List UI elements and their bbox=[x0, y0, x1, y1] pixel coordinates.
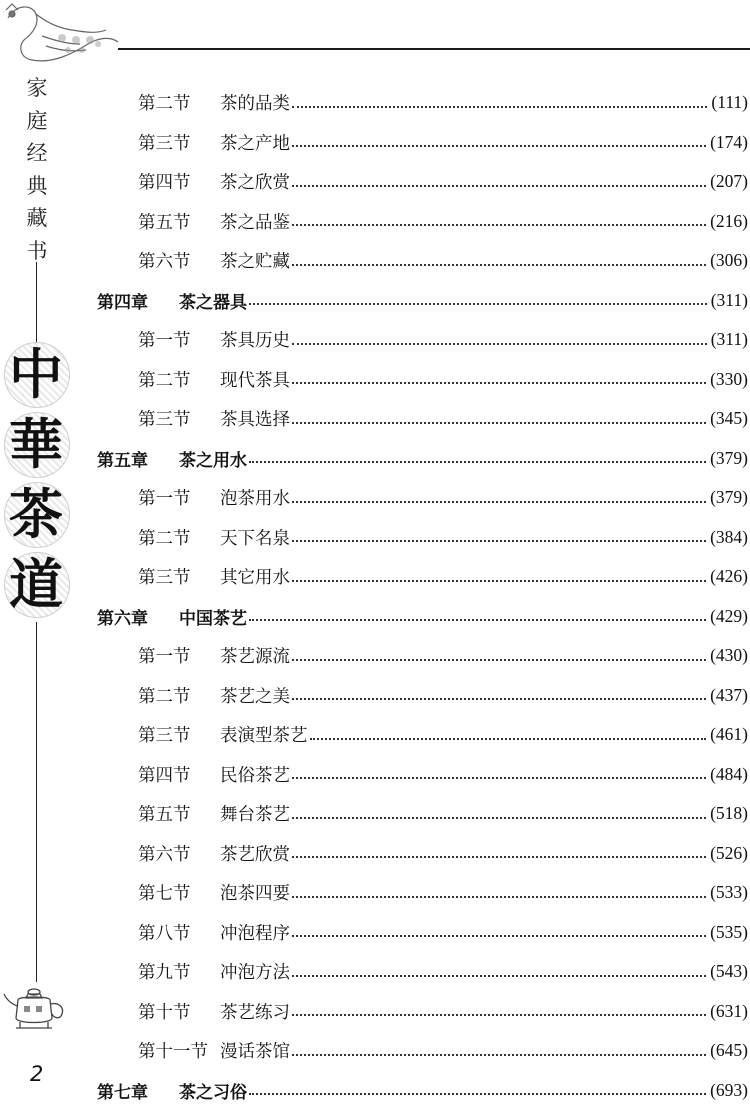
section-title: 舞台茶艺 bbox=[220, 801, 290, 826]
toc-section-row[interactable] bbox=[0, 557, 748, 597]
toc-section-row[interactable] bbox=[0, 83, 748, 123]
toc-entry-label bbox=[0, 643, 290, 668]
toc-section-row[interactable] bbox=[0, 202, 748, 242]
section-number: 第三节 bbox=[138, 130, 220, 155]
section-title: 冲泡程序 bbox=[220, 920, 290, 945]
toc-chapter-row[interactable] bbox=[0, 439, 748, 479]
section-number: 第五节 bbox=[138, 209, 220, 234]
section-title: 漫话茶馆 bbox=[220, 1038, 290, 1063]
section-title: 茶艺欣赏 bbox=[220, 841, 290, 866]
toc-section-row[interactable] bbox=[0, 399, 748, 439]
toc-entry-label bbox=[0, 959, 290, 984]
chapter-title: 中国茶艺 bbox=[179, 604, 247, 629]
toc-entry-label bbox=[0, 762, 290, 787]
toc-chapter-row[interactable] bbox=[0, 597, 748, 637]
dot-leader bbox=[249, 1093, 706, 1095]
chapter-title: 茶之器具 bbox=[179, 288, 247, 313]
chapter-number: 第六章 bbox=[97, 604, 179, 629]
toc-entry-label bbox=[0, 169, 290, 194]
toc-entry-label bbox=[0, 801, 290, 826]
section-number: 第二节 bbox=[138, 367, 220, 392]
section-number: 第一节 bbox=[138, 327, 220, 352]
dot-leader bbox=[292, 777, 706, 779]
title-char: 茶 bbox=[2, 480, 70, 548]
dot-leader bbox=[292, 1054, 706, 1056]
toc-entry-label bbox=[0, 485, 290, 510]
section-title: 民俗茶艺 bbox=[220, 762, 290, 787]
page-reference: (311) bbox=[711, 329, 748, 350]
section-title: 冲泡方法 bbox=[220, 959, 290, 984]
toc-section-row[interactable] bbox=[0, 834, 748, 874]
page-reference: (526) bbox=[710, 843, 748, 864]
toc-entry-label bbox=[0, 446, 247, 471]
phoenix-ornament-icon bbox=[2, 0, 120, 72]
page-reference: (111) bbox=[711, 92, 748, 113]
section-number: 第二节 bbox=[138, 90, 220, 115]
dot-leader bbox=[292, 185, 706, 187]
toc-section-row[interactable] bbox=[0, 715, 748, 755]
toc-entry-label bbox=[0, 367, 290, 392]
dot-leader bbox=[292, 1014, 706, 1016]
page-reference: (533) bbox=[710, 882, 748, 903]
toc-entry-label bbox=[0, 683, 290, 708]
chapter-number: 第七章 bbox=[97, 1078, 179, 1103]
toc-section-row[interactable] bbox=[0, 636, 748, 676]
page-reference: (430) bbox=[710, 645, 748, 666]
section-title: 茶的品类 bbox=[220, 90, 290, 115]
series-char: 藏 bbox=[27, 202, 48, 235]
page-reference: (437) bbox=[710, 685, 748, 706]
series-char: 典 bbox=[27, 170, 48, 203]
section-number: 第二节 bbox=[138, 683, 220, 708]
dot-leader bbox=[292, 422, 706, 424]
dot-leader bbox=[292, 975, 706, 977]
toc-entry-label bbox=[0, 90, 290, 115]
section-title: 茶具历史 bbox=[220, 327, 290, 352]
page-reference: (645) bbox=[710, 1040, 748, 1061]
section-number: 第四节 bbox=[138, 169, 220, 194]
dot-leader bbox=[292, 343, 707, 345]
toc-section-row[interactable] bbox=[0, 676, 748, 716]
dot-leader bbox=[292, 540, 706, 542]
toc-entry-label bbox=[0, 841, 290, 866]
dot-leader bbox=[249, 619, 706, 621]
toc-entry-label bbox=[0, 327, 290, 352]
dot-leader bbox=[292, 145, 706, 147]
section-number: 第三节 bbox=[138, 722, 220, 747]
page-reference: (379) bbox=[710, 487, 748, 508]
toc-section-row[interactable] bbox=[0, 162, 748, 202]
dot-leader bbox=[292, 264, 706, 266]
toc-entry-label bbox=[0, 722, 308, 747]
header-rule bbox=[118, 48, 750, 50]
page-reference: (216) bbox=[710, 211, 748, 232]
chapter-title: 茶之习俗 bbox=[179, 1078, 247, 1103]
section-number: 第四节 bbox=[138, 762, 220, 787]
page-reference: (429) bbox=[710, 606, 748, 627]
page-reference: (518) bbox=[710, 803, 748, 824]
toc-section-row[interactable] bbox=[0, 478, 748, 518]
series-char: 书 bbox=[27, 235, 48, 268]
page-reference: (306) bbox=[710, 250, 748, 271]
toc-entry-label bbox=[0, 130, 290, 155]
section-title: 茶之欣赏 bbox=[220, 169, 290, 194]
page-reference: (330) bbox=[710, 369, 748, 390]
toc-section-row[interactable] bbox=[0, 794, 748, 834]
page-reference: (543) bbox=[710, 961, 748, 982]
section-title: 茶之品鉴 bbox=[220, 209, 290, 234]
section-title: 茶艺之美 bbox=[220, 683, 290, 708]
dot-leader bbox=[292, 896, 706, 898]
dot-leader bbox=[292, 382, 706, 384]
toc-chapter-row[interactable] bbox=[0, 281, 748, 321]
section-title: 茶之产地 bbox=[220, 130, 290, 155]
section-number: 第六节 bbox=[138, 841, 220, 866]
dot-leader bbox=[292, 935, 706, 937]
series-char: 家 bbox=[27, 72, 48, 105]
page-reference: (461) bbox=[710, 724, 748, 745]
section-number: 第三节 bbox=[138, 406, 220, 431]
section-number: 第六节 bbox=[138, 248, 220, 273]
dot-leader bbox=[292, 501, 706, 503]
section-number: 第七节 bbox=[138, 880, 220, 905]
chapter-number: 第五章 bbox=[97, 446, 179, 471]
toc-section-row[interactable] bbox=[0, 241, 748, 281]
section-title: 其它用水 bbox=[220, 564, 290, 589]
section-number: 第九节 bbox=[138, 959, 220, 984]
page-reference: (379) bbox=[710, 448, 748, 469]
toc-entry-label bbox=[0, 209, 290, 234]
toc-section-row[interactable] bbox=[0, 360, 748, 400]
toc-section-row[interactable] bbox=[0, 1031, 748, 1071]
dot-leader bbox=[249, 303, 707, 305]
page-reference: (174) bbox=[710, 132, 748, 153]
toc-entry-label bbox=[0, 564, 290, 589]
section-number: 第十节 bbox=[138, 999, 220, 1024]
toc-section-row[interactable] bbox=[0, 952, 748, 992]
series-char: 庭 bbox=[27, 105, 48, 138]
dot-leader bbox=[292, 817, 706, 819]
page-reference: (207) bbox=[710, 171, 748, 192]
section-title: 茶艺源流 bbox=[220, 643, 290, 668]
dot-leader bbox=[292, 580, 706, 582]
toc-entry-label bbox=[0, 920, 290, 945]
toc-section-row[interactable] bbox=[0, 123, 748, 163]
title-char: 華 bbox=[2, 410, 70, 478]
toc-entry-label bbox=[0, 880, 290, 905]
toc-section-row[interactable] bbox=[0, 518, 748, 558]
section-title: 茶具选择 bbox=[220, 406, 290, 431]
section-number: 第一节 bbox=[138, 485, 220, 510]
section-number: 第一节 bbox=[138, 643, 220, 668]
section-number: 第十一节 bbox=[138, 1038, 220, 1063]
toc-section-row[interactable] bbox=[0, 913, 748, 953]
dot-leader bbox=[310, 738, 707, 740]
dot-leader bbox=[292, 698, 706, 700]
dot-leader bbox=[292, 659, 706, 661]
title-char: 道 bbox=[2, 550, 70, 618]
page-reference: (631) bbox=[710, 1001, 748, 1022]
toc-entry-label bbox=[0, 248, 290, 273]
dot-leader bbox=[292, 856, 706, 858]
section-number: 第三节 bbox=[138, 564, 220, 589]
section-title: 天下名泉 bbox=[220, 525, 290, 550]
toc-entry-label bbox=[0, 1038, 290, 1063]
dot-leader bbox=[249, 461, 706, 463]
series-char: 经 bbox=[27, 137, 48, 170]
toc-entry-label bbox=[0, 999, 290, 1024]
toc-section-row[interactable] bbox=[0, 873, 748, 913]
chapter-number: 第四章 bbox=[97, 288, 179, 313]
toc-chapter-row[interactable] bbox=[0, 1071, 748, 1110]
section-number: 第五节 bbox=[138, 801, 220, 826]
dot-leader bbox=[292, 224, 706, 226]
page-number: 2 bbox=[30, 1062, 43, 1086]
toc-section-row[interactable] bbox=[0, 755, 748, 795]
page-reference: (426) bbox=[710, 566, 748, 587]
page-reference: (535) bbox=[710, 922, 748, 943]
page-reference: (484) bbox=[710, 764, 748, 785]
section-number: 第八节 bbox=[138, 920, 220, 945]
page-reference: (311) bbox=[711, 290, 748, 311]
page-reference: (384) bbox=[710, 527, 748, 548]
title-char: 中 bbox=[2, 340, 70, 408]
section-title: 泡茶用水 bbox=[220, 485, 290, 510]
section-title: 表演型茶艺 bbox=[220, 722, 308, 747]
toc-entry-label bbox=[0, 406, 290, 431]
toc-entry-label bbox=[0, 288, 247, 313]
page-reference: (693) bbox=[710, 1080, 748, 1101]
toc-entry-label bbox=[0, 604, 247, 629]
section-title: 茶艺练习 bbox=[220, 999, 290, 1024]
toc-entry-label bbox=[0, 1078, 247, 1103]
toc-entry-label bbox=[0, 525, 290, 550]
section-number: 第二节 bbox=[138, 525, 220, 550]
page-reference: (345) bbox=[710, 408, 748, 429]
toc-section-row[interactable] bbox=[0, 320, 748, 360]
dot-leader bbox=[292, 106, 707, 108]
chapter-title: 茶之用水 bbox=[179, 446, 247, 471]
toc-section-row[interactable] bbox=[0, 992, 748, 1032]
section-title: 茶之贮藏 bbox=[220, 248, 290, 273]
section-title: 泡茶四要 bbox=[220, 880, 290, 905]
section-title: 现代茶具 bbox=[220, 367, 290, 392]
